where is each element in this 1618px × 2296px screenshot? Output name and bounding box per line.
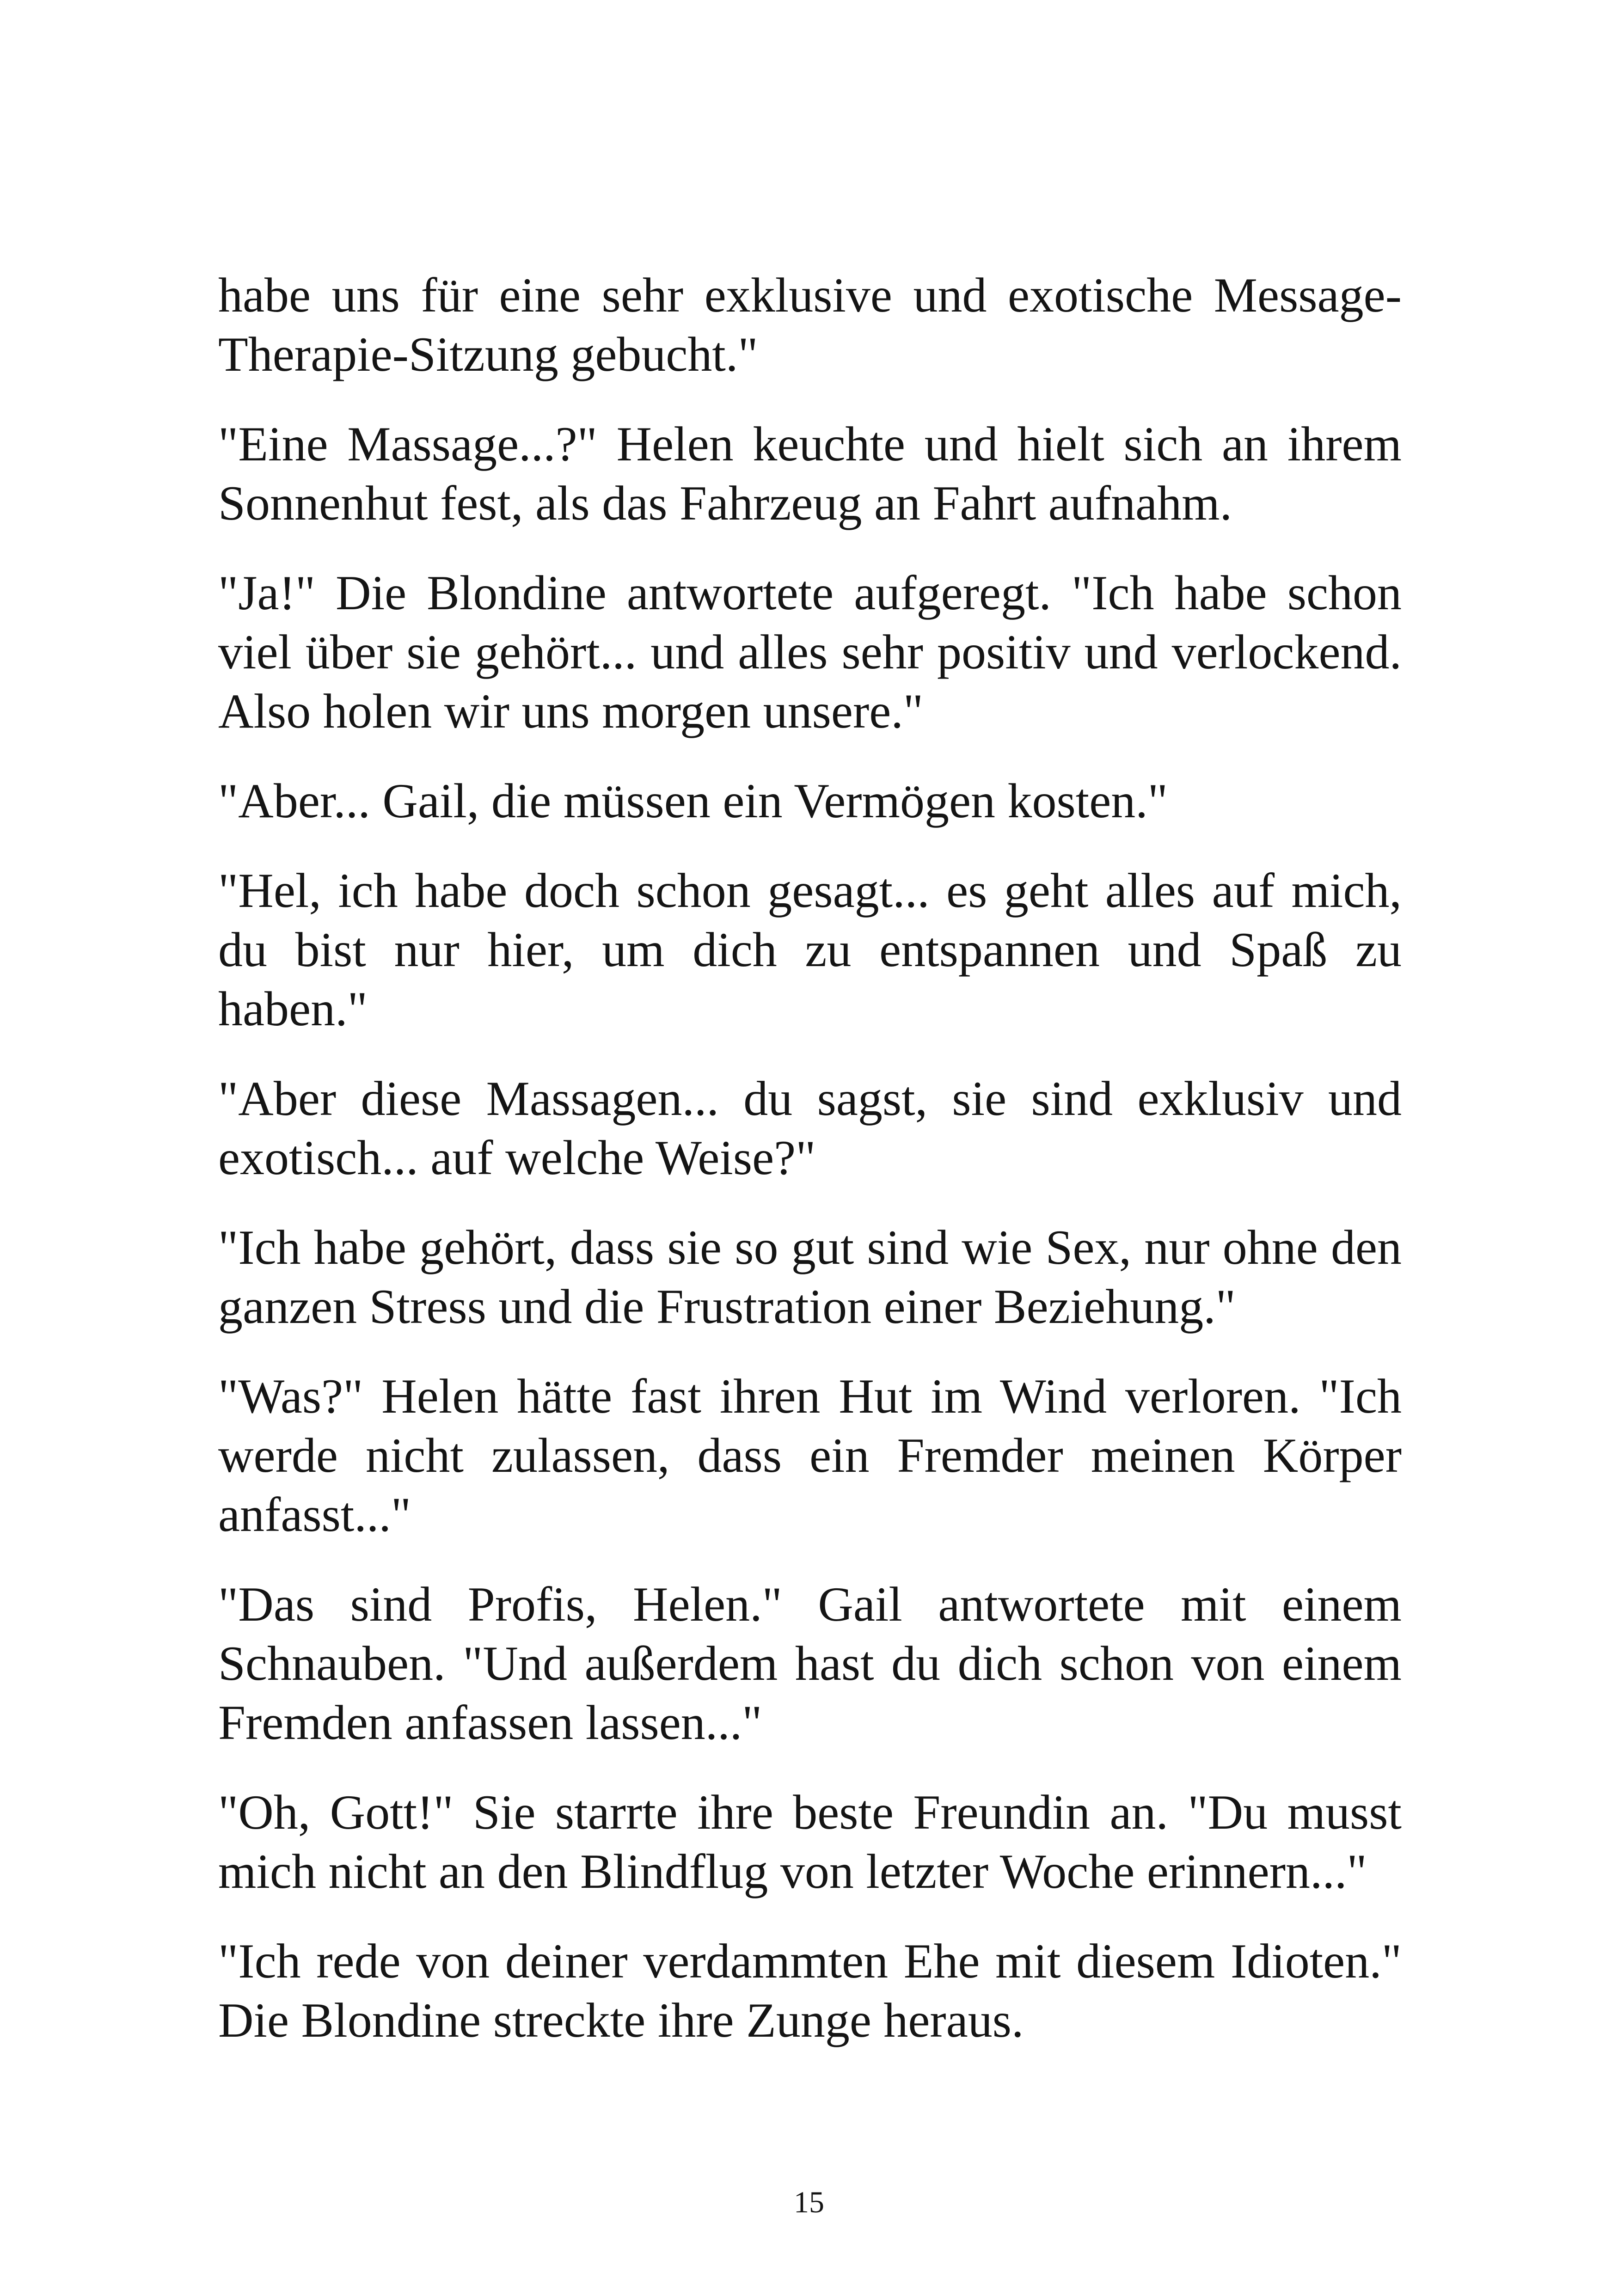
paragraph: "Eine Massage...?" Helen keuchte und hielt sich an ihrem Sonnenhut fest, als das Fahrzeug an Fahrt aufnahm. bbox=[218, 417, 1402, 530]
paragraph: "Ich habe gehört, dass sie so gut sind wie Sex, nur ohne den ganzen Stress und die Frustration einer Beziehung." bbox=[218, 1220, 1402, 1334]
paragraph: "Aber diese Massagen... du sagst, sie sind exklusiv und exotisch... auf welche Weise?" bbox=[218, 1071, 1402, 1185]
paragraph: "Das sind Profis, Helen." Gail antwortete mit einem Schnauben. "Und außerdem hast du dich schon von einem Fremden anfassen lassen..." bbox=[218, 1577, 1402, 1750]
paragraph: habe uns für eine sehr exklusive und exotische Message-Therapie-Sitzung gebucht." bbox=[218, 268, 1402, 381]
paragraph: "Aber... Gail, die müssen ein Vermögen kosten." bbox=[218, 774, 1168, 828]
paragraph: "Oh, Gott!" Sie starrte ihre beste Freundin an. "Du musst mich nicht an den Blindflug von letzter Woche erinnern..." bbox=[218, 1785, 1402, 1898]
page-number: 15 bbox=[794, 2186, 824, 2219]
paragraph: "Was?" Helen hätte fast ihren Hut im Wind verloren. "Ich werde nicht zulassen, dass ein Fremder meinen Körper anfasst..." bbox=[218, 1369, 1402, 1542]
paragraph: "Hel, ich habe doch schon gesagt... es geht alles auf mich, du bist nur hier, um dich zu entspannen und Spaß zu haben." bbox=[218, 863, 1402, 1036]
paragraph: "Ich rede von deiner verdammten Ehe mit diesem Idioten." Die Blondine streckte ihre Zunge heraus. bbox=[218, 1934, 1402, 2047]
body-text bbox=[218, 266, 1402, 2081]
paragraph: "Ja!" Die Blondine antwortete aufgeregt. "Ich habe schon viel über sie gehört... und alles sehr positiv und verlockend. Also holen wir uns morgen unsere." bbox=[218, 566, 1402, 738]
